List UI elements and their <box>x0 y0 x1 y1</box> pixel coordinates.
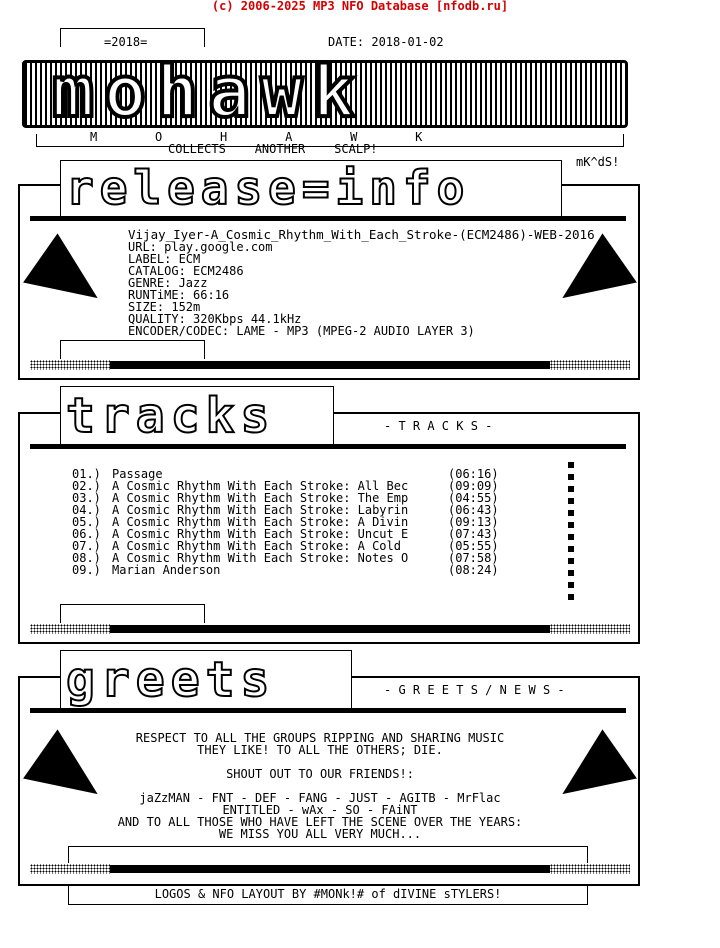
greets-dither-left <box>30 864 110 874</box>
greets-line: AND TO ALL THOSE WHO HAVE LEFT THE SCENE OVER THE YEARS: <box>117 815 523 829</box>
track-number: 05.) <box>72 515 101 529</box>
release-bottom-bar <box>110 361 550 369</box>
track-number: 02.) <box>72 479 101 493</box>
release-size: SIZE: 152m <box>128 300 201 314</box>
track-title: A Cosmic Rhythm With Each Stroke: A Divin <box>112 515 409 529</box>
release-label: LABEL: ECM <box>128 252 201 266</box>
track-time: (05:55) <box>448 539 499 553</box>
track-time: (08:24) <box>448 563 499 577</box>
tracks-dither-right <box>550 624 630 634</box>
greets-heading: - G R E E T S / N E W S - <box>384 683 565 697</box>
track-title: A Cosmic Rhythm With Each Stroke: Notes O <box>112 551 409 565</box>
track-title: A Cosmic Rhythm With Each Stroke: The Emp <box>112 491 409 505</box>
release-dither-right <box>550 360 630 370</box>
track-time: (06:16) <box>448 467 499 481</box>
greets-line: SHOUT OUT TO OUR FRIENDS!: <box>226 767 414 781</box>
decor-square <box>568 498 574 504</box>
year-tag: =2018= <box>104 35 148 49</box>
decor-square <box>568 522 574 528</box>
greets-logo: greets <box>66 652 276 708</box>
release-url: URL: play.google.com <box>128 240 273 254</box>
track-time: (09:13) <box>448 515 499 529</box>
greets-line: jaZzMAN - FNT - DEF - FANG - JUST - AGITB - MrFlac <box>139 791 501 805</box>
greets-line: THEY LIKE! TO ALL THE OTHERS; DIE. <box>197 743 443 757</box>
track-time: (04:55) <box>448 491 499 505</box>
release-info-logo: release=info <box>66 161 471 215</box>
decor-square <box>568 534 574 540</box>
footer-credit: LOGOS & NFO LAYOUT BY #MONk!# of dIVINE sTYLERS! <box>154 887 502 901</box>
tracks-bottom-bar <box>110 625 550 633</box>
greets-line: RESPECT TO ALL THE GROUPS RIPPING AND SHARING MUSIC <box>135 731 505 745</box>
release-genre: GENRE: Jazz <box>128 276 208 290</box>
mohawk-logo-text: mohawk <box>52 51 365 133</box>
track-number: 06.) <box>72 527 101 541</box>
track-number: 01.) <box>72 467 101 481</box>
mohawk-spaced: M O H A W K <box>90 130 423 144</box>
track-number: 03.) <box>72 491 101 505</box>
greets-bottom-frame <box>68 846 588 863</box>
greets-bottom-bar <box>110 865 550 873</box>
decor-square <box>568 510 574 516</box>
track-number: 04.) <box>72 503 101 517</box>
release-top-bar <box>30 216 626 221</box>
tracks-logo: tracks <box>66 388 276 444</box>
track-time: (06:43) <box>448 503 499 517</box>
tagline: COLLECTS ANOTHER SCALP! <box>168 142 378 156</box>
release-date: DATE: 2018-01-02 <box>328 35 444 49</box>
release-dither-left <box>30 360 110 370</box>
release-catalog: CATALOG: ECM2486 <box>128 264 244 278</box>
track-time: (07:43) <box>448 527 499 541</box>
release-bottom-frame <box>60 340 205 359</box>
signature: mK^dS! <box>576 155 620 169</box>
tracks-top-bar <box>30 444 626 449</box>
decor-square <box>568 474 574 480</box>
track-number: 08.) <box>72 551 101 565</box>
track-title: A Cosmic Rhythm With Each Stroke: Labyrin <box>112 503 409 517</box>
track-title: Passage <box>112 467 163 481</box>
track-number: 07.) <box>72 539 101 553</box>
track-time: (09:09) <box>448 479 499 493</box>
track-title: A Cosmic Rhythm With Each Stroke: All Bec <box>112 479 409 493</box>
copyright-banner: (c) 2006-2025 MP3 NFO Database [nfodb.ru] <box>211 0 509 13</box>
mohawk-logo <box>22 51 622 133</box>
release-runtime: RUNTiME: 66:16 <box>128 288 230 302</box>
greets-dither-right <box>550 864 630 874</box>
track-title: A Cosmic Rhythm With Each Stroke: Uncut E <box>112 527 409 541</box>
decor-square <box>568 486 574 492</box>
tracks-bottom-frame <box>60 604 205 623</box>
track-title: Marian Anderson <box>112 563 221 577</box>
decor-square <box>568 558 574 564</box>
greets-line: ENTITLED - wAx - SO - FAiNT <box>222 803 418 817</box>
tracks-dither-left <box>30 624 110 634</box>
decor-square <box>568 462 574 468</box>
release-encoder: ENCODER/CODEC: LAME - MP3 (MPEG-2 AUDIO LAYER 3) <box>128 324 475 338</box>
decor-square <box>568 594 574 600</box>
release-title: Vijay_Iyer-A_Cosmic_Rhythm_With_Each_Stroke-(ECM2486)-WEB-2016 <box>128 227 595 242</box>
track-number: 09.) <box>72 563 101 577</box>
decor-square <box>568 570 574 576</box>
track-time: (07:58) <box>448 551 499 565</box>
release-quality: QUALITY: 320Kbps 44.1kHz <box>128 312 302 326</box>
greets-top-bar <box>30 708 626 713</box>
track-title: A Cosmic Rhythm With Each Stroke: A Cold <box>112 539 401 553</box>
tracks-heading: - T R A C K S - <box>384 419 493 433</box>
greets-line: WE MISS YOU ALL VERY MUCH... <box>218 827 422 841</box>
decor-square <box>568 582 574 588</box>
decor-square <box>568 546 574 552</box>
